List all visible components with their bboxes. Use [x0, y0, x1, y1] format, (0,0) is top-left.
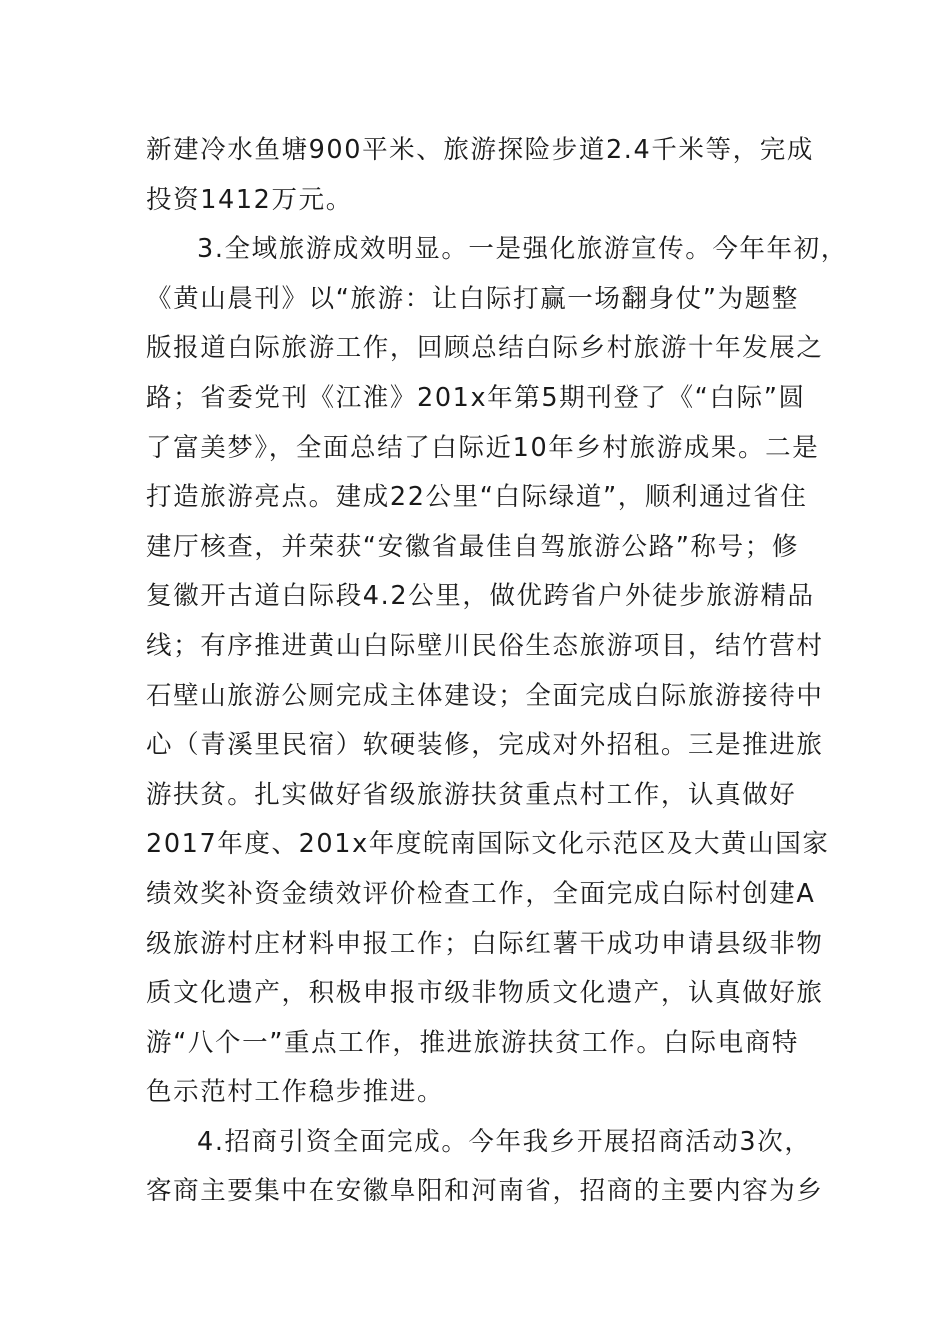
text-line-10: 复徽开古道白际段4.2公里，做优跨省户外徒步旅游精品	[146, 581, 815, 612]
text-line-8: 打造旅游亮点。建成22公里“白际绿道”，顺利通过省住	[146, 482, 808, 513]
text-line-15: 2017年度、201x年度皖南国际文化示范区及大黄山国家	[146, 829, 830, 860]
text-line-20: 色示范村工作稳步推进。	[146, 1077, 445, 1108]
text-line-7: 了富美梦》，全面总结了白际近10年乡村旅游成果。二是	[146, 432, 820, 463]
text-line-16: 绩效奖补资金绩效评价检查工作，全面完成白际村创建A	[146, 878, 816, 909]
text-line-14: 游扶贫。扎实做好省级旅游扶贫重点村工作，认真做好	[146, 779, 797, 810]
text-line-2: 投资1412万元。	[146, 184, 353, 215]
text-line-11: 线；有序推进黄山白际壁川民俗生态旅游项目，结竹营村	[146, 630, 824, 661]
paragraph-4-first-line: 4.招商引资全面完成。今年我乡开展招商活动3次，	[197, 1126, 812, 1157]
paragraph-3-first-line: 3.全域旅游成效明显。一是强化旅游宣传。今年年初，	[197, 234, 848, 265]
text-line-1: 新建冷水鱼塘900平米、旅游探险步道2.4千米等，完成	[146, 135, 814, 165]
text-line-22: 客商主要集中在安徽阜阳和河南省，招商的主要内容为乡	[146, 1176, 824, 1207]
text-line-4: 《黄山晨刊》以“旅游：让白际打赢一场翻身仗”为题整	[146, 283, 799, 314]
text-line-18: 质文化遗产，积极申报市级非物质文化遗产，认真做好旅	[146, 978, 824, 1009]
body-text	[146, 126, 848, 1217]
text-line-19: 游“八个一”重点工作，推进旅游扶贫工作。白际电商特	[146, 1027, 799, 1058]
text-line-9: 建厅核查，并荣获“安徽省最佳自驾旅游公路”称号；修	[146, 531, 799, 562]
text-line-6: 路；省委党刊《江淮》201x年第5期刊登了《“白际”圆	[146, 382, 806, 413]
text-line-13: 心（青溪里民宿）软硬装修，完成对外招租。三是推进旅	[146, 730, 824, 761]
text-line-12: 石壁山旅游公厕完成主体建设；全面完成白际旅游接待中	[146, 680, 824, 711]
text-line-5: 版报道白际旅游工作，回顾总结白际乡村旅游十年发展之	[146, 333, 824, 364]
text-line-17: 级旅游村庄材料申报工作；白际红薯干成功申请县级非物	[146, 928, 824, 959]
